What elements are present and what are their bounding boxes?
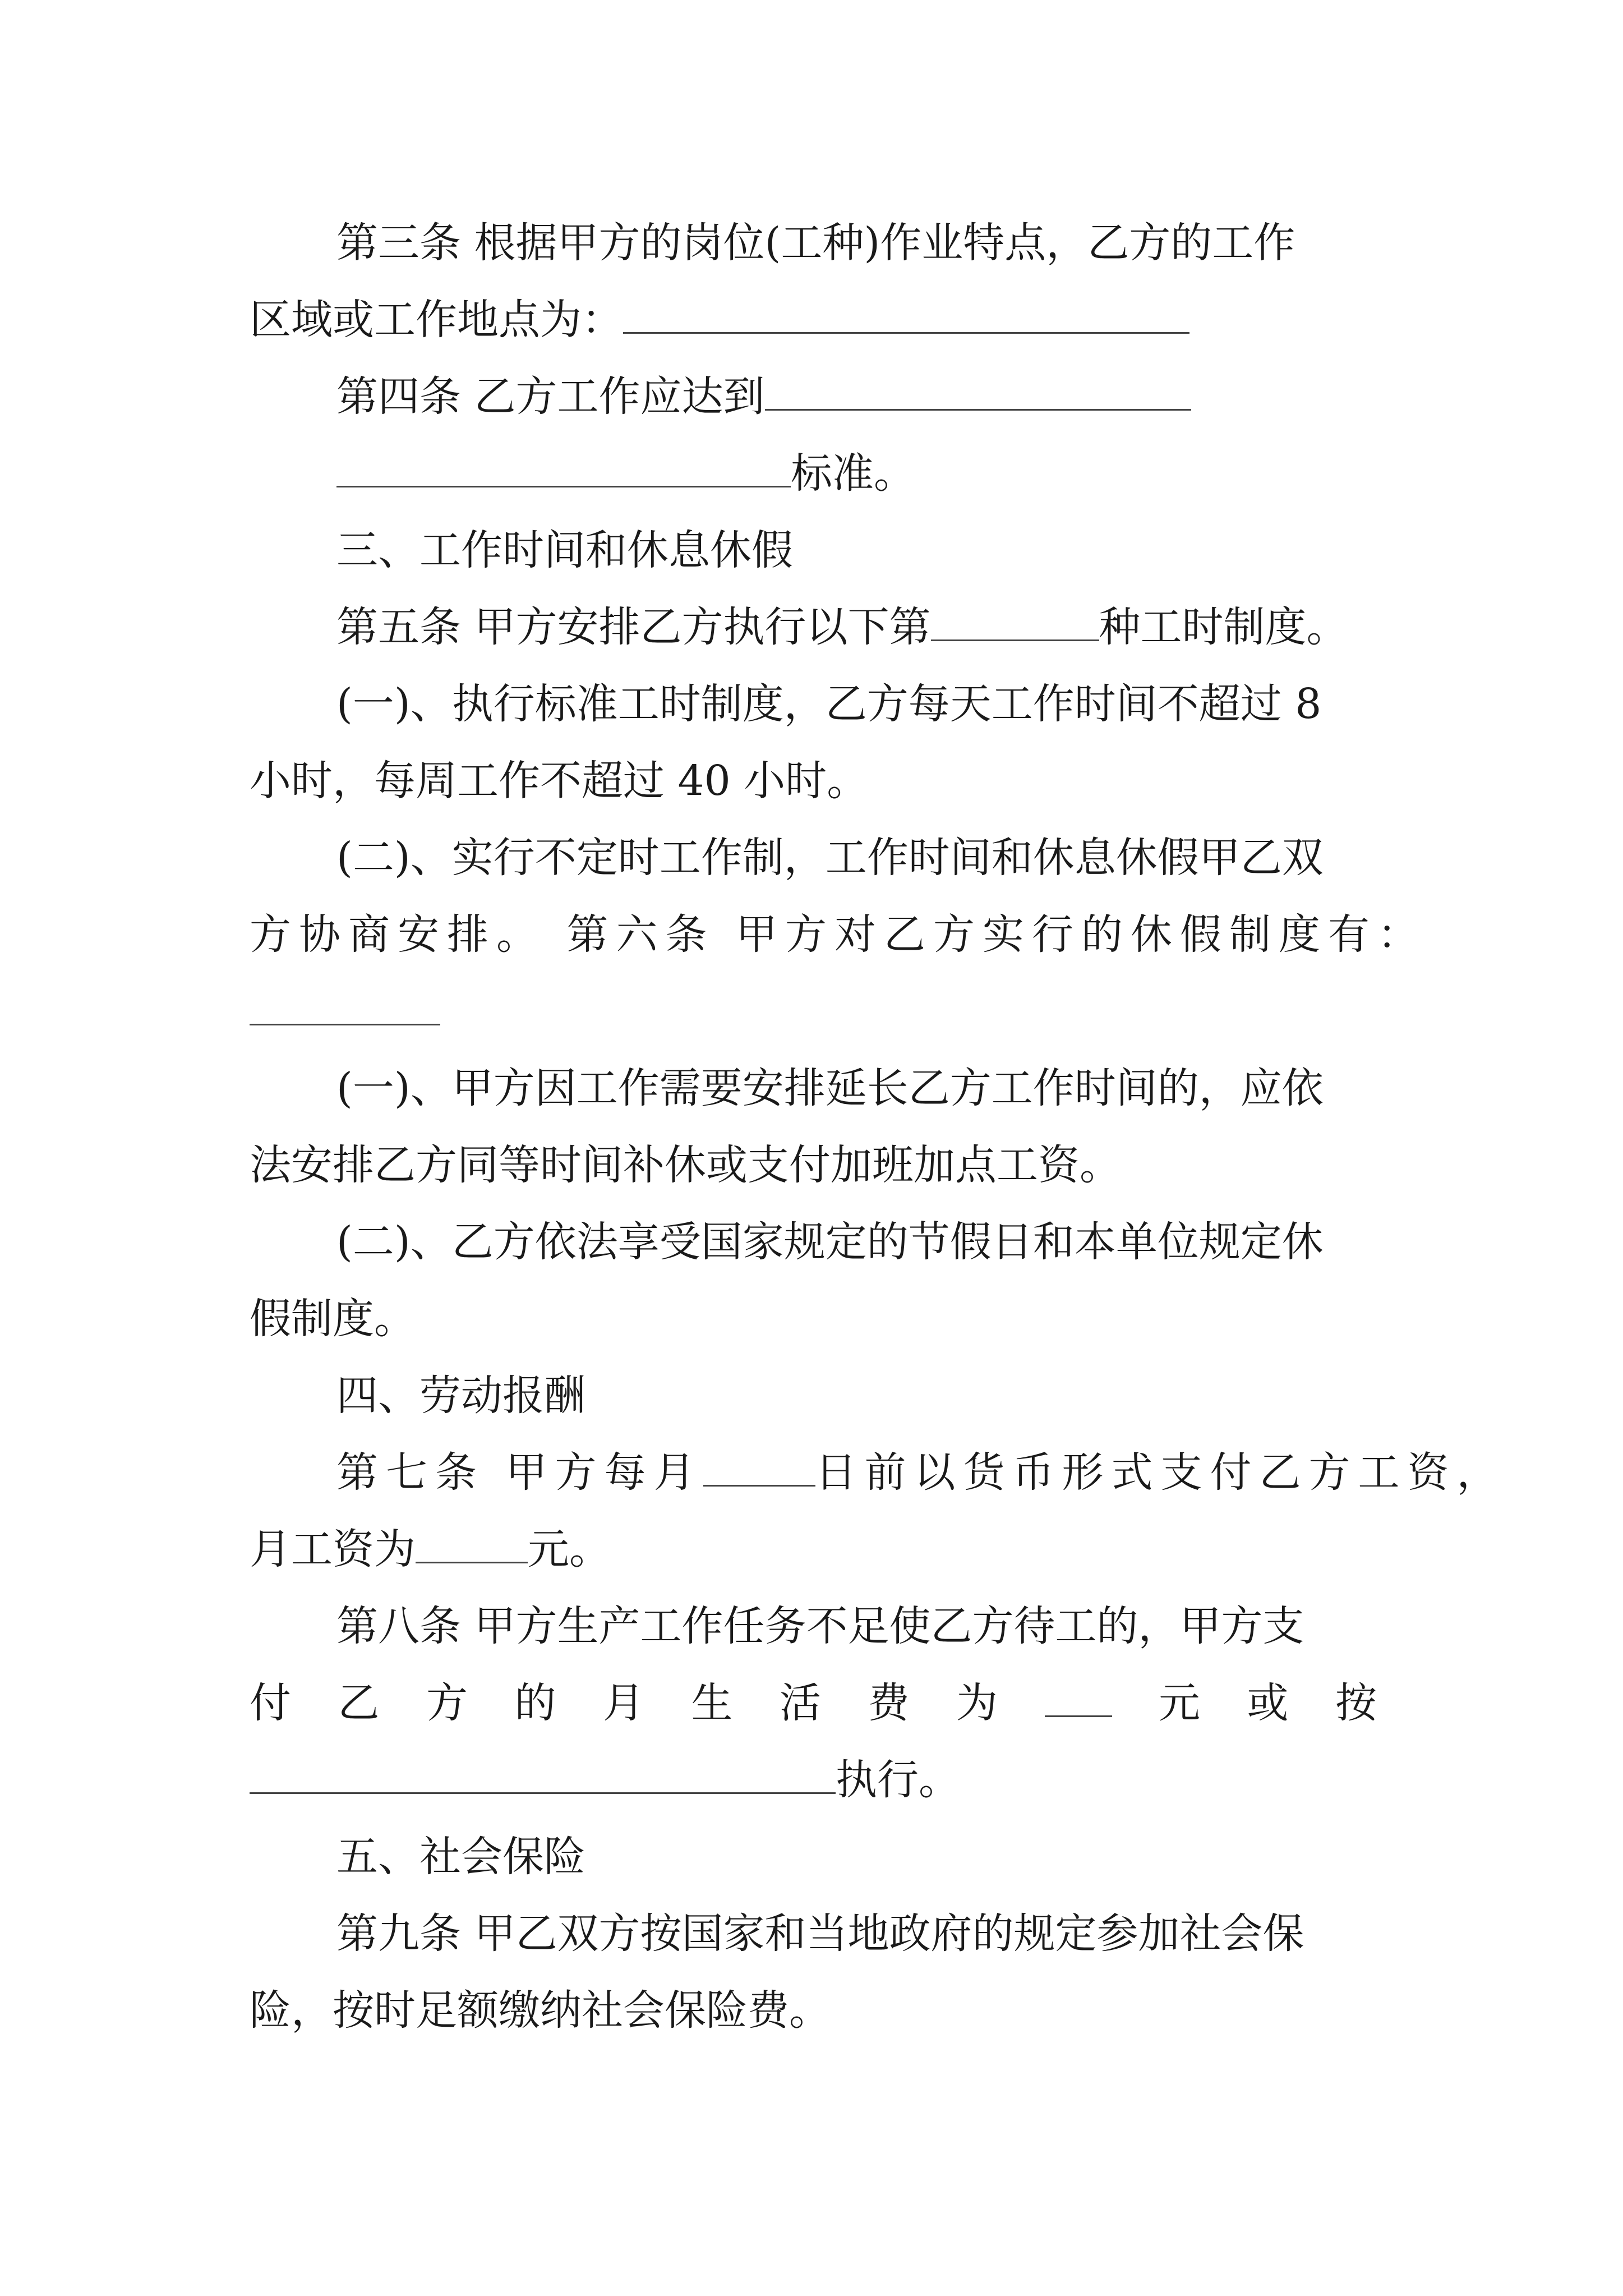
article-5-line [336, 599, 1348, 655]
article-8-line-2 [250, 1675, 1377, 1731]
article-6-item-2-line-1: (二)、乙方依法享受国家规定的节假日和本单位规定休 [336, 1218, 1324, 1266]
article-9-line-1: 第九条 甲乙双方按国家和当地政府的规定参加社会保 [336, 1910, 1304, 1958]
work-standard-blank-2 [336, 445, 791, 487]
article-7-middle: 日前以货币形式支付乙方工资， [815, 1448, 1506, 1497]
word: 的 [514, 1679, 556, 1727]
article-6-item-1-line-2: 法安排乙方同等时间补休或支付加班加点工资。 [250, 1141, 1121, 1189]
article-7-line-2 [250, 1521, 611, 1577]
word: 活 [780, 1679, 821, 1727]
word: 费 [868, 1679, 910, 1727]
article-4-label: 第四条 乙方工作应达到 [336, 372, 765, 421]
section-4-heading: 四、劳动报酬 [336, 1372, 585, 1420]
article-8-line-3 [250, 1752, 960, 1808]
work-location-blank [623, 292, 1189, 334]
article-5-suffix: 种工时制度。 [1099, 603, 1348, 651]
word: 乙 [338, 1679, 380, 1727]
article-5-label: 第五条 甲方安排乙方执行以下第 [336, 603, 931, 651]
monthly-wage-unit: 元。 [528, 1525, 611, 1573]
living-allowance-blank [1045, 1675, 1112, 1717]
word: 元 [1159, 1679, 1200, 1727]
article-6-item-1-line-1: (一)、甲方因工作需要安排延长乙方工作时间的，应依 [336, 1064, 1324, 1112]
monthly-wage-label: 月工资为 [250, 1525, 416, 1573]
article-8-suffix: 执行。 [836, 1756, 960, 1804]
article-7-label: 第七条 甲方每月 [336, 1448, 703, 1497]
word: 付 [250, 1679, 291, 1727]
article-8-line-1: 第八条 甲方生产工作任务不足使乙方待工的，甲方支 [336, 1602, 1304, 1650]
article-3-line-1: 第三条 根据甲方的岗位(工种)作业特点，乙方的工作 [336, 219, 1295, 267]
article-4-line-2 [336, 445, 915, 501]
work-standard-blank-1 [765, 369, 1191, 411]
word: 月 [603, 1679, 644, 1727]
work-hour-system-blank [931, 599, 1099, 641]
leave-system-blank [250, 983, 440, 1025]
word: 生 [691, 1679, 733, 1727]
word: 方 [426, 1679, 468, 1727]
article-5-item-1-line-1: (一)、执行标准工时制度，乙方每天工作时间不超过 8 [336, 680, 1322, 728]
word: 按 [1335, 1679, 1377, 1727]
allowance-standard-blank [250, 1752, 836, 1794]
article-5-item-2-line-2: 方协商安排。 第六条 甲方对乙方实行的休假制度有： [250, 910, 1427, 959]
article-4-suffix: 标准。 [791, 449, 915, 498]
monthly-wage-blank [416, 1521, 528, 1563]
article-8-line-2-spread [250, 1675, 1377, 1731]
article-9-line-2: 险，按时足额缴纳社会保险费。 [250, 1986, 831, 2035]
section-5-heading: 五、社会保险 [336, 1833, 585, 1881]
article-5-item-1-line-2: 小时，每周工作不超过 40 小时。 [250, 757, 869, 805]
article-5-item-2-line-1: (二)、实行不定时工作制，工作时间和休息休假甲乙双 [336, 834, 1324, 882]
leave-system-line [250, 983, 440, 1039]
word: 为 [956, 1679, 998, 1727]
article-7-line-1 [336, 1444, 1506, 1501]
article-3-line-2 [250, 292, 1189, 348]
pay-day-blank [703, 1444, 815, 1487]
article-4-line-1 [336, 369, 1191, 425]
article-3-label: 区域或工作地点为： [250, 296, 623, 344]
article-6-item-2-line-2: 假制度。 [250, 1295, 416, 1343]
word: 或 [1247, 1679, 1289, 1727]
section-3-heading: 三、工作时间和休息休假 [336, 526, 793, 574]
